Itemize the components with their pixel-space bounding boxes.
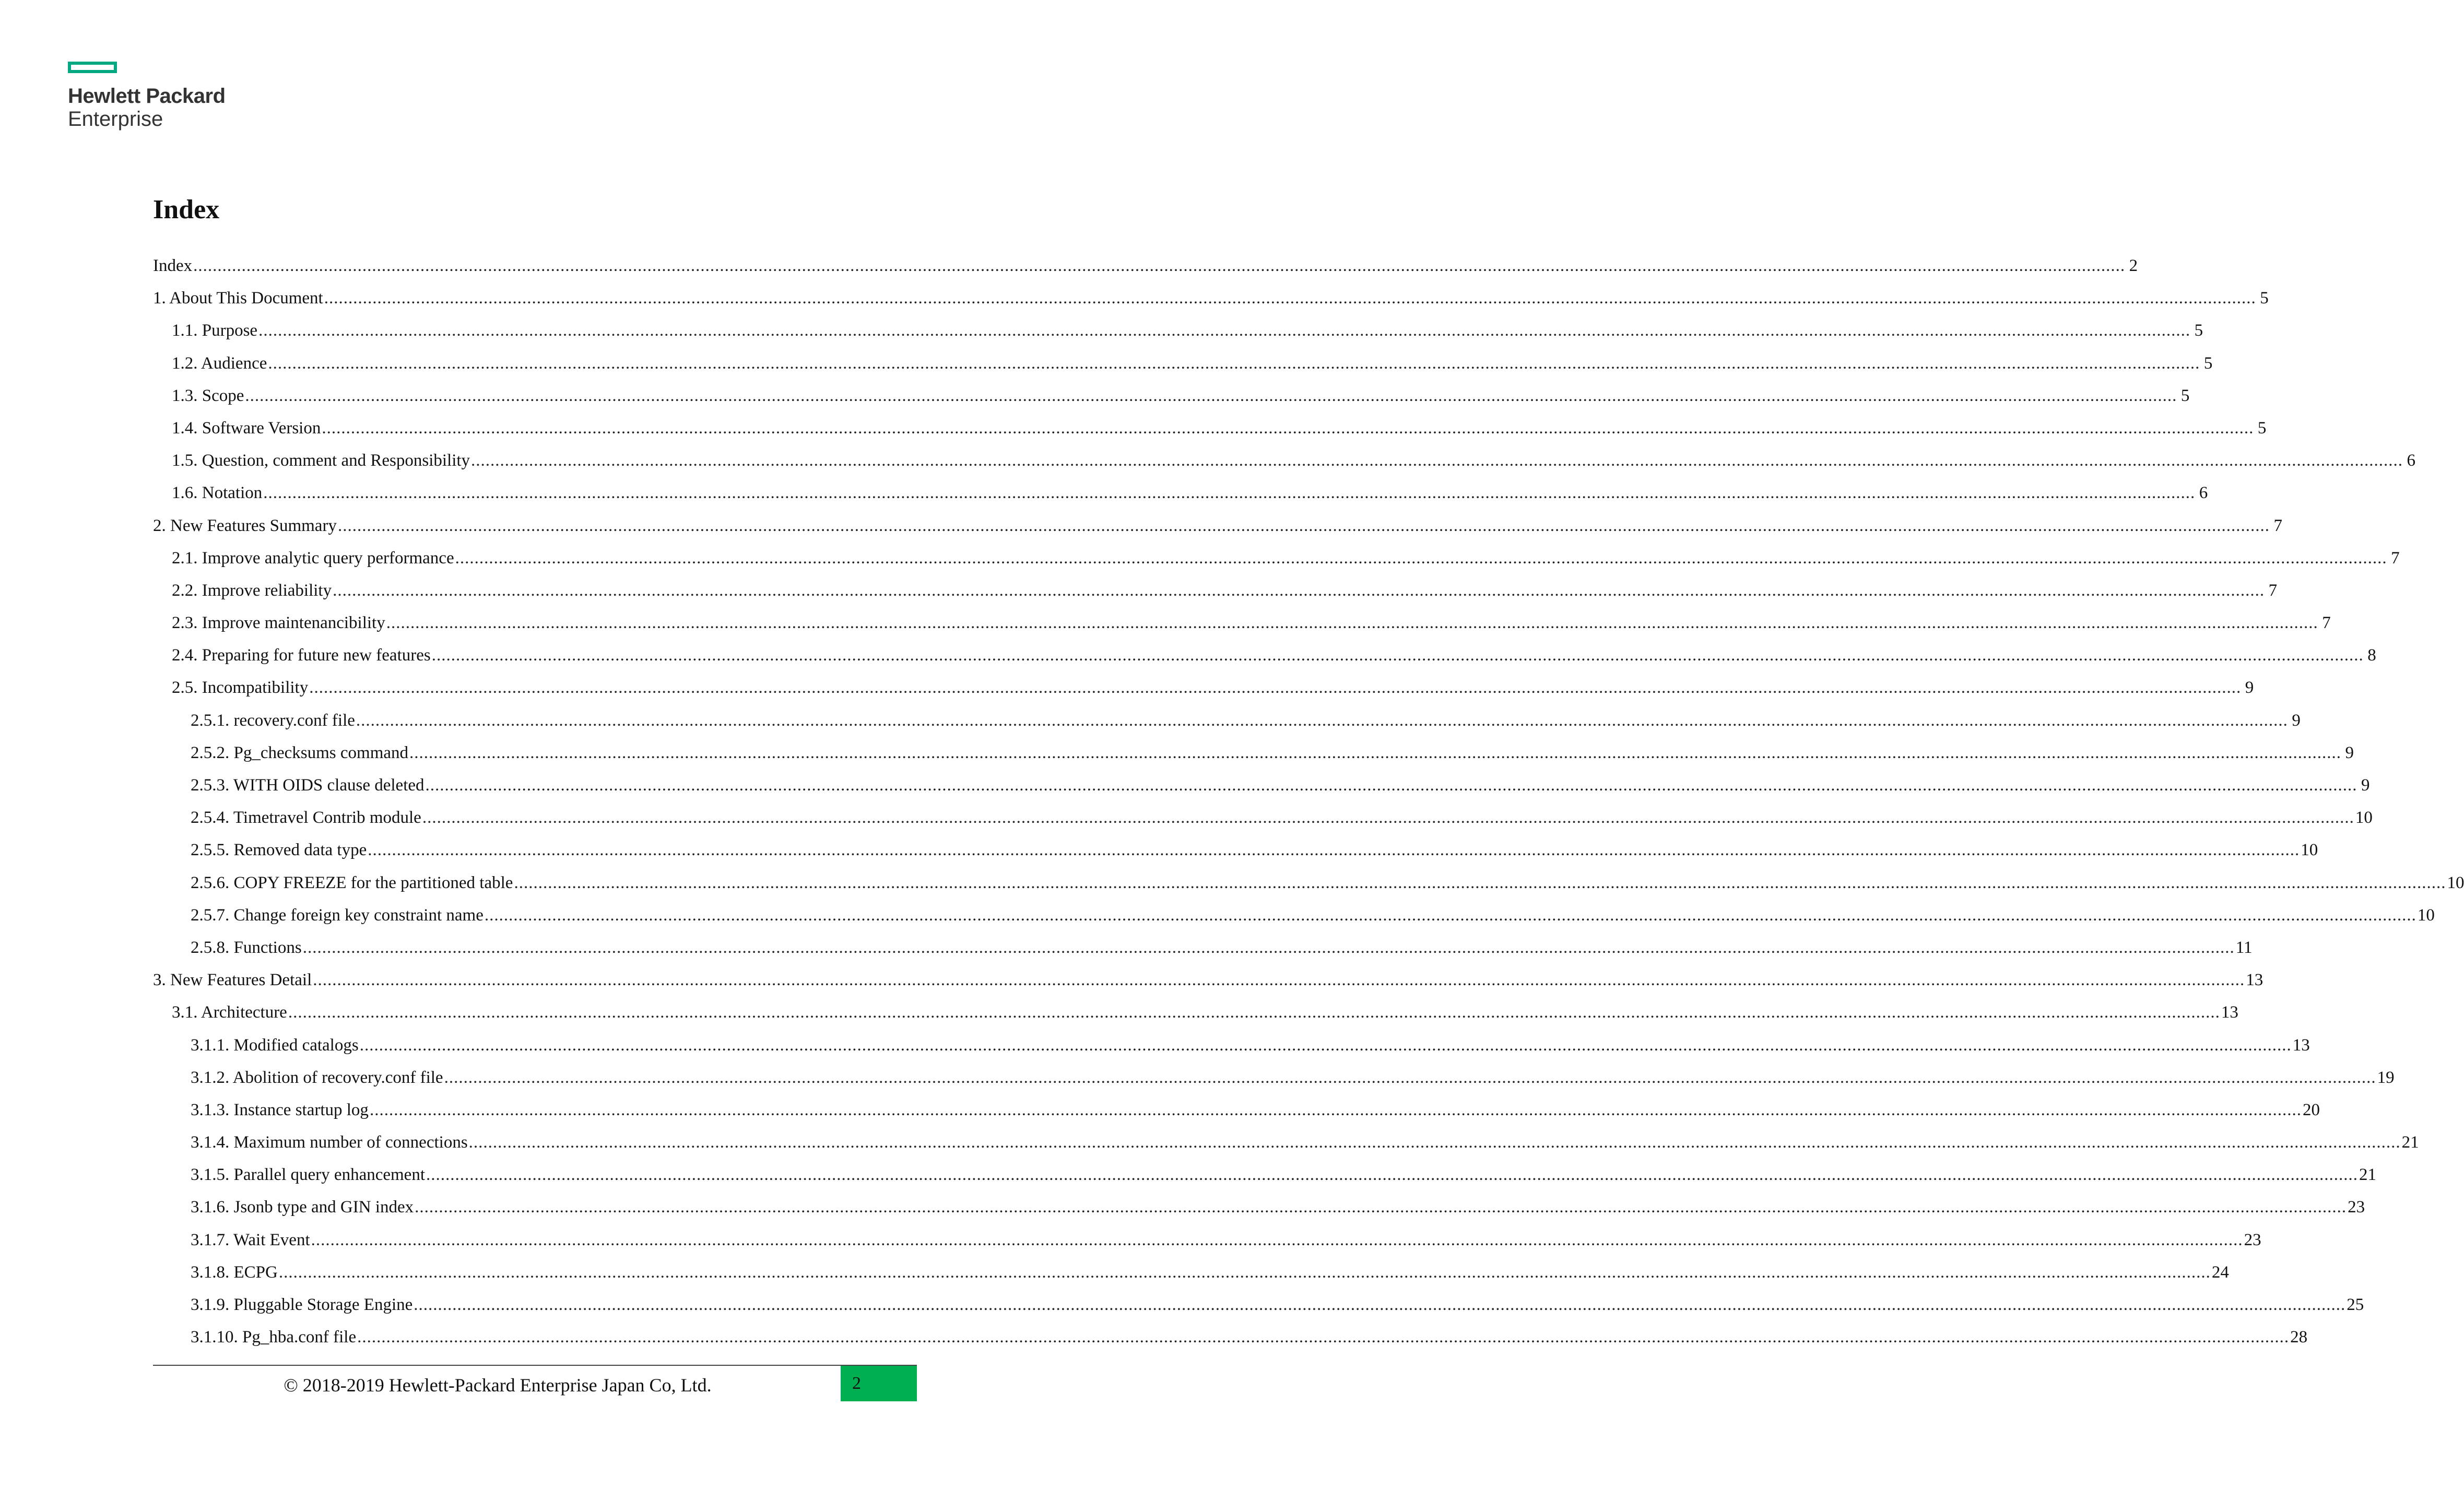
toc-leader-dots: ................................................................................................................................................................................................................................................................................................................................................................................................................ [311,1230,2243,1249]
toc-leader-dots: ................................................................................................................................................................................................................................................................................................................................................................................................................ [356,711,2288,730]
toc-leader-dots: ................................................................................................................................................................................................................................................................................................................................................................................................................ [368,841,2300,860]
toc-entry[interactable] [153,347,2213,380]
toc-entry[interactable] [153,1159,2376,1191]
toc-leader-dots: ................................................................................................................................................................................................................................................................................................................................................................................................................ [444,1068,2376,1087]
toc-entry-page: 10 [2355,808,2373,828]
toc-entry[interactable] [153,1256,2229,1289]
toc-entry[interactable] [153,737,2354,769]
toc-entry[interactable] [153,801,2373,834]
toc-entry[interactable] [153,1094,2320,1126]
toc-leader-dots: ................................................................................................................................................................................................................................................................................................................................................................................................................ [322,418,2254,438]
toc-leader-dots: ................................................................................................................................................................................................................................................................................................................................................................................................................ [288,1003,2220,1022]
toc-leader-dots: ................................................................................................................................................................................................................................................................................................................................................................................................................ [359,1035,2292,1055]
toc-entry[interactable] [153,704,2301,737]
toc-entry-page: 2 [2129,256,2138,275]
toc-entry-label: 1. About This Document [153,289,323,308]
toc-entry-page: 9 [2361,776,2370,795]
toc-entry-page: 10 [2447,873,2464,892]
toc-entry-label: 2.1. Improve analytic query performance [172,548,454,568]
logo-text-line2: Enterprise [68,108,163,131]
toc-entry-label: 1.2. Audience [172,353,267,373]
toc-entry-label: 3.1.4. Maximum number of connections [191,1133,468,1152]
toc-entry-label: 2.2. Improve reliability [172,581,332,600]
toc-entry[interactable] [153,867,2464,899]
toc-leader-dots: ................................................................................................................................................................................................................................................................................................................................................................................................................ [426,1165,2358,1185]
toc-entry[interactable] [153,510,2282,542]
toc-entry[interactable] [153,380,2190,412]
toc-leader-dots: ................................................................................................................................................................................................................................................................................................................................................................................................................ [514,873,2446,892]
toc-entry-page: 28 [2290,1328,2308,1347]
toc-entry[interactable] [153,964,2263,996]
toc-entry[interactable] [153,1126,2419,1159]
footer-page-number: 2 [841,1366,917,1401]
toc-entry-page: 13 [2221,1003,2238,1022]
toc-leader-dots: ................................................................................................................................................................................................................................................................................................................................................................................................................ [278,1262,2211,1282]
toc-entry-page: 9 [2292,711,2301,730]
toc-entry[interactable] [153,1224,2261,1256]
toc-entry-page: 23 [2244,1230,2261,1249]
toc-leader-dots: ................................................................................................................................................................................................................................................................................................................................................................................................................ [455,548,2387,568]
toc-leader-dots: ................................................................................................................................................................................................................................................................................................................................................................................................................ [302,938,2235,957]
toc-entry-label: 2.5. Incompatibility [172,678,309,698]
toc-leader-dots: ................................................................................................................................................................................................................................................................................................................................................................................................................ [369,1100,2302,1119]
toc-entry[interactable] [153,1191,2365,1223]
toc-leader-dots: ................................................................................................................................................................................................................................................................................................................................................................................................................ [468,1133,2401,1152]
toc-entry-label: Index [153,256,193,275]
toc-leader-dots: ................................................................................................................................................................................................................................................................................................................................................................................................................ [313,971,2245,990]
toc-entry[interactable] [153,834,2318,866]
toc-entry-page: 7 [2322,613,2331,633]
toc-leader-dots: ................................................................................................................................................................................................................................................................................................................................................................................................................ [409,743,2342,762]
toc-entry-page: 20 [2302,1100,2320,1119]
toc-entry-label: 2.5.6. COPY FREEZE for the partitioned table [191,873,513,892]
toc-entry-label: 2.3. Improve maintenancibility [172,613,385,633]
toc-entry[interactable] [153,1061,2395,1094]
toc-leader-dots: ................................................................................................................................................................................................................................................................................................................................................................................................................ [337,516,2270,535]
toc-entry-label: 3.1. Architecture [172,1003,287,1022]
page-title: Index [153,195,220,225]
footer-divider [153,1365,917,1366]
toc-entry-label: 3.1.8. ECPG [191,1262,278,1282]
toc-entry-page: 9 [2345,743,2354,762]
toc-leader-dots: ................................................................................................................................................................................................................................................................................................................................................................................................................ [263,483,2196,503]
toc-entry-label: 1.6. Notation [172,483,263,503]
toc-entry[interactable] [153,607,2331,639]
toc-leader-dots: ................................................................................................................................................................................................................................................................................................................................................................................................................ [484,905,2416,925]
toc-entry-page: 5 [2257,418,2267,438]
toc-entry-label: 3.1.1. Modified catalogs [191,1035,359,1055]
toc-entry-label: 3.1.7. Wait Event [191,1230,310,1249]
toc-leader-dots: ................................................................................................................................................................................................................................................................................................................................................................................................................ [431,646,2364,665]
toc-leader-dots: ................................................................................................................................................................................................................................................................................................................................................................................................................ [333,581,2265,600]
toc-leader-dots: ................................................................................................................................................................................................................................................................................................................................................................................................................ [258,321,2191,340]
toc-entry-label: 3.1.6. Jsonb type and GIN index [191,1198,414,1217]
toc-entry-page: 13 [2292,1035,2310,1055]
toc-leader-dots: ................................................................................................................................................................................................................................................................................................................................................................................................................ [471,451,2403,470]
toc-entry-page: 9 [2245,678,2254,698]
toc-entry[interactable] [153,477,2208,509]
toc-entry[interactable] [153,639,2376,671]
toc-leader-dots: ................................................................................................................................................................................................................................................................................................................................................................................................................ [422,808,2354,828]
toc-entry-label: 2.5.8. Functions [191,938,302,957]
logo-text-line1: Hewlett Packard [68,85,226,108]
toc-entry[interactable] [153,1289,2364,1321]
toc-entry-page: 8 [2367,646,2376,665]
toc-entry[interactable] [153,671,2254,704]
toc-entry-page: 6 [2199,483,2208,503]
toc-leader-dots: ................................................................................................................................................................................................................................................................................................................................................................................................................ [268,353,2200,373]
toc-entry-label: 2.5.1. recovery.conf file [191,711,355,730]
toc-entry-label: 2.5.5. Removed data type [191,841,367,860]
toc-leader-dots: ................................................................................................................................................................................................................................................................................................................................................................................................................ [309,678,2242,698]
hpe-logo [68,62,226,131]
toc-entry-label: 2.5.2. Pg_checksums command [191,743,409,762]
toc-entry-label: 2.5.3. WITH OIDS clause deleted [191,776,425,795]
toc-entry-page: 19 [2377,1068,2395,1087]
toc-entry[interactable] [153,542,2400,574]
toc-leader-dots: ................................................................................................................................................................................................................................................................................................................................................................................................................ [415,1198,2347,1217]
toc-entry-page: 10 [2301,841,2318,860]
toc-leader-dots: ................................................................................................................................................................................................................................................................................................................................................................................................................ [324,289,2256,308]
toc-entry-label: 3.1.2. Abolition of recovery.conf file [191,1068,443,1087]
toc-entry-label: 3. New Features Detail [153,971,312,990]
toc-entry-page: 23 [2348,1198,2365,1217]
toc-leader-dots: ................................................................................................................................................................................................................................................................................................................................................................................................................ [414,1295,2346,1314]
toc-entry[interactable] [153,769,2370,801]
toc-entry[interactable] [153,899,2435,931]
toc-leader-dots: ................................................................................................................................................................................................................................................................................................................................................................................................................ [425,776,2357,795]
toc-entry[interactable] [153,931,2253,964]
toc-entry-label: 3.1.5. Parallel query enhancement [191,1165,425,1185]
toc-entry[interactable] [153,250,2138,282]
toc-entry-page: 24 [2211,1262,2229,1282]
toc-entry-label: 3.1.3. Instance startup log [191,1100,369,1119]
toc-leader-dots: ................................................................................................................................................................................................................................................................................................................................................................................................................ [245,386,2177,405]
toc-entry-page: 5 [2203,353,2213,373]
toc-entry[interactable] [153,412,2267,444]
toc-entry-page: 7 [2268,581,2278,600]
toc-entry-page: 7 [2273,516,2282,535]
toc-entry-label: 2. New Features Summary [153,516,337,535]
toc-entry-label: 2.5.4. Timetravel Contrib module [191,808,421,828]
toc-entry[interactable] [153,444,2416,477]
toc-leader-dots: ................................................................................................................................................................................................................................................................................................................................................................................................................ [386,613,2318,633]
table-of-contents [153,250,2464,1353]
toc-entry-label: 3.1.10. Pg_hba.conf file [191,1328,357,1347]
toc-entry-label: 2.5.7. Change foreign key constraint name [191,905,484,925]
toc-entry[interactable] [153,314,2203,347]
toc-entry-label: 1.3. Scope [172,386,244,405]
toc-entry-page: 5 [2194,321,2203,340]
toc-entry[interactable] [153,282,2269,314]
hpe-logo-mark [68,62,117,73]
toc-entry-page: 10 [2417,905,2435,925]
toc-entry-page: 11 [2235,938,2253,957]
toc-entry-page: 5 [2260,289,2269,308]
toc-entry-page: 21 [2401,1133,2419,1152]
toc-entry-page: 21 [2359,1165,2376,1185]
toc-entry-label: 1.4. Software Version [172,418,321,438]
toc-entry-page: 6 [2407,451,2416,470]
toc-entry-page: 13 [2246,971,2263,990]
toc-entry[interactable] [153,574,2278,607]
toc-entry-label: 1.1. Purpose [172,321,258,340]
toc-entry-label: 2.4. Preparing for future new features [172,646,431,665]
toc-entry[interactable] [153,996,2238,1029]
toc-entry-page: 25 [2347,1295,2364,1314]
toc-entry-page: 7 [2391,548,2400,568]
toc-entry[interactable] [153,1029,2310,1061]
toc-entry-label: 1.5. Question, comment and Responsibility [172,451,470,470]
footer-copyright: © 2018-2019 Hewlett-Packard Enterprise Japan Co, Ltd. [284,1375,712,1396]
toc-leader-dots: ................................................................................................................................................................................................................................................................................................................................................................................................................ [193,256,2126,275]
toc-leader-dots: ................................................................................................................................................................................................................................................................................................................................................................................................................ [357,1328,2290,1347]
toc-entry-label: 3.1.9. Pluggable Storage Engine [191,1295,413,1314]
toc-entry-page: 5 [2180,386,2190,405]
toc-entry[interactable] [153,1321,2308,1353]
